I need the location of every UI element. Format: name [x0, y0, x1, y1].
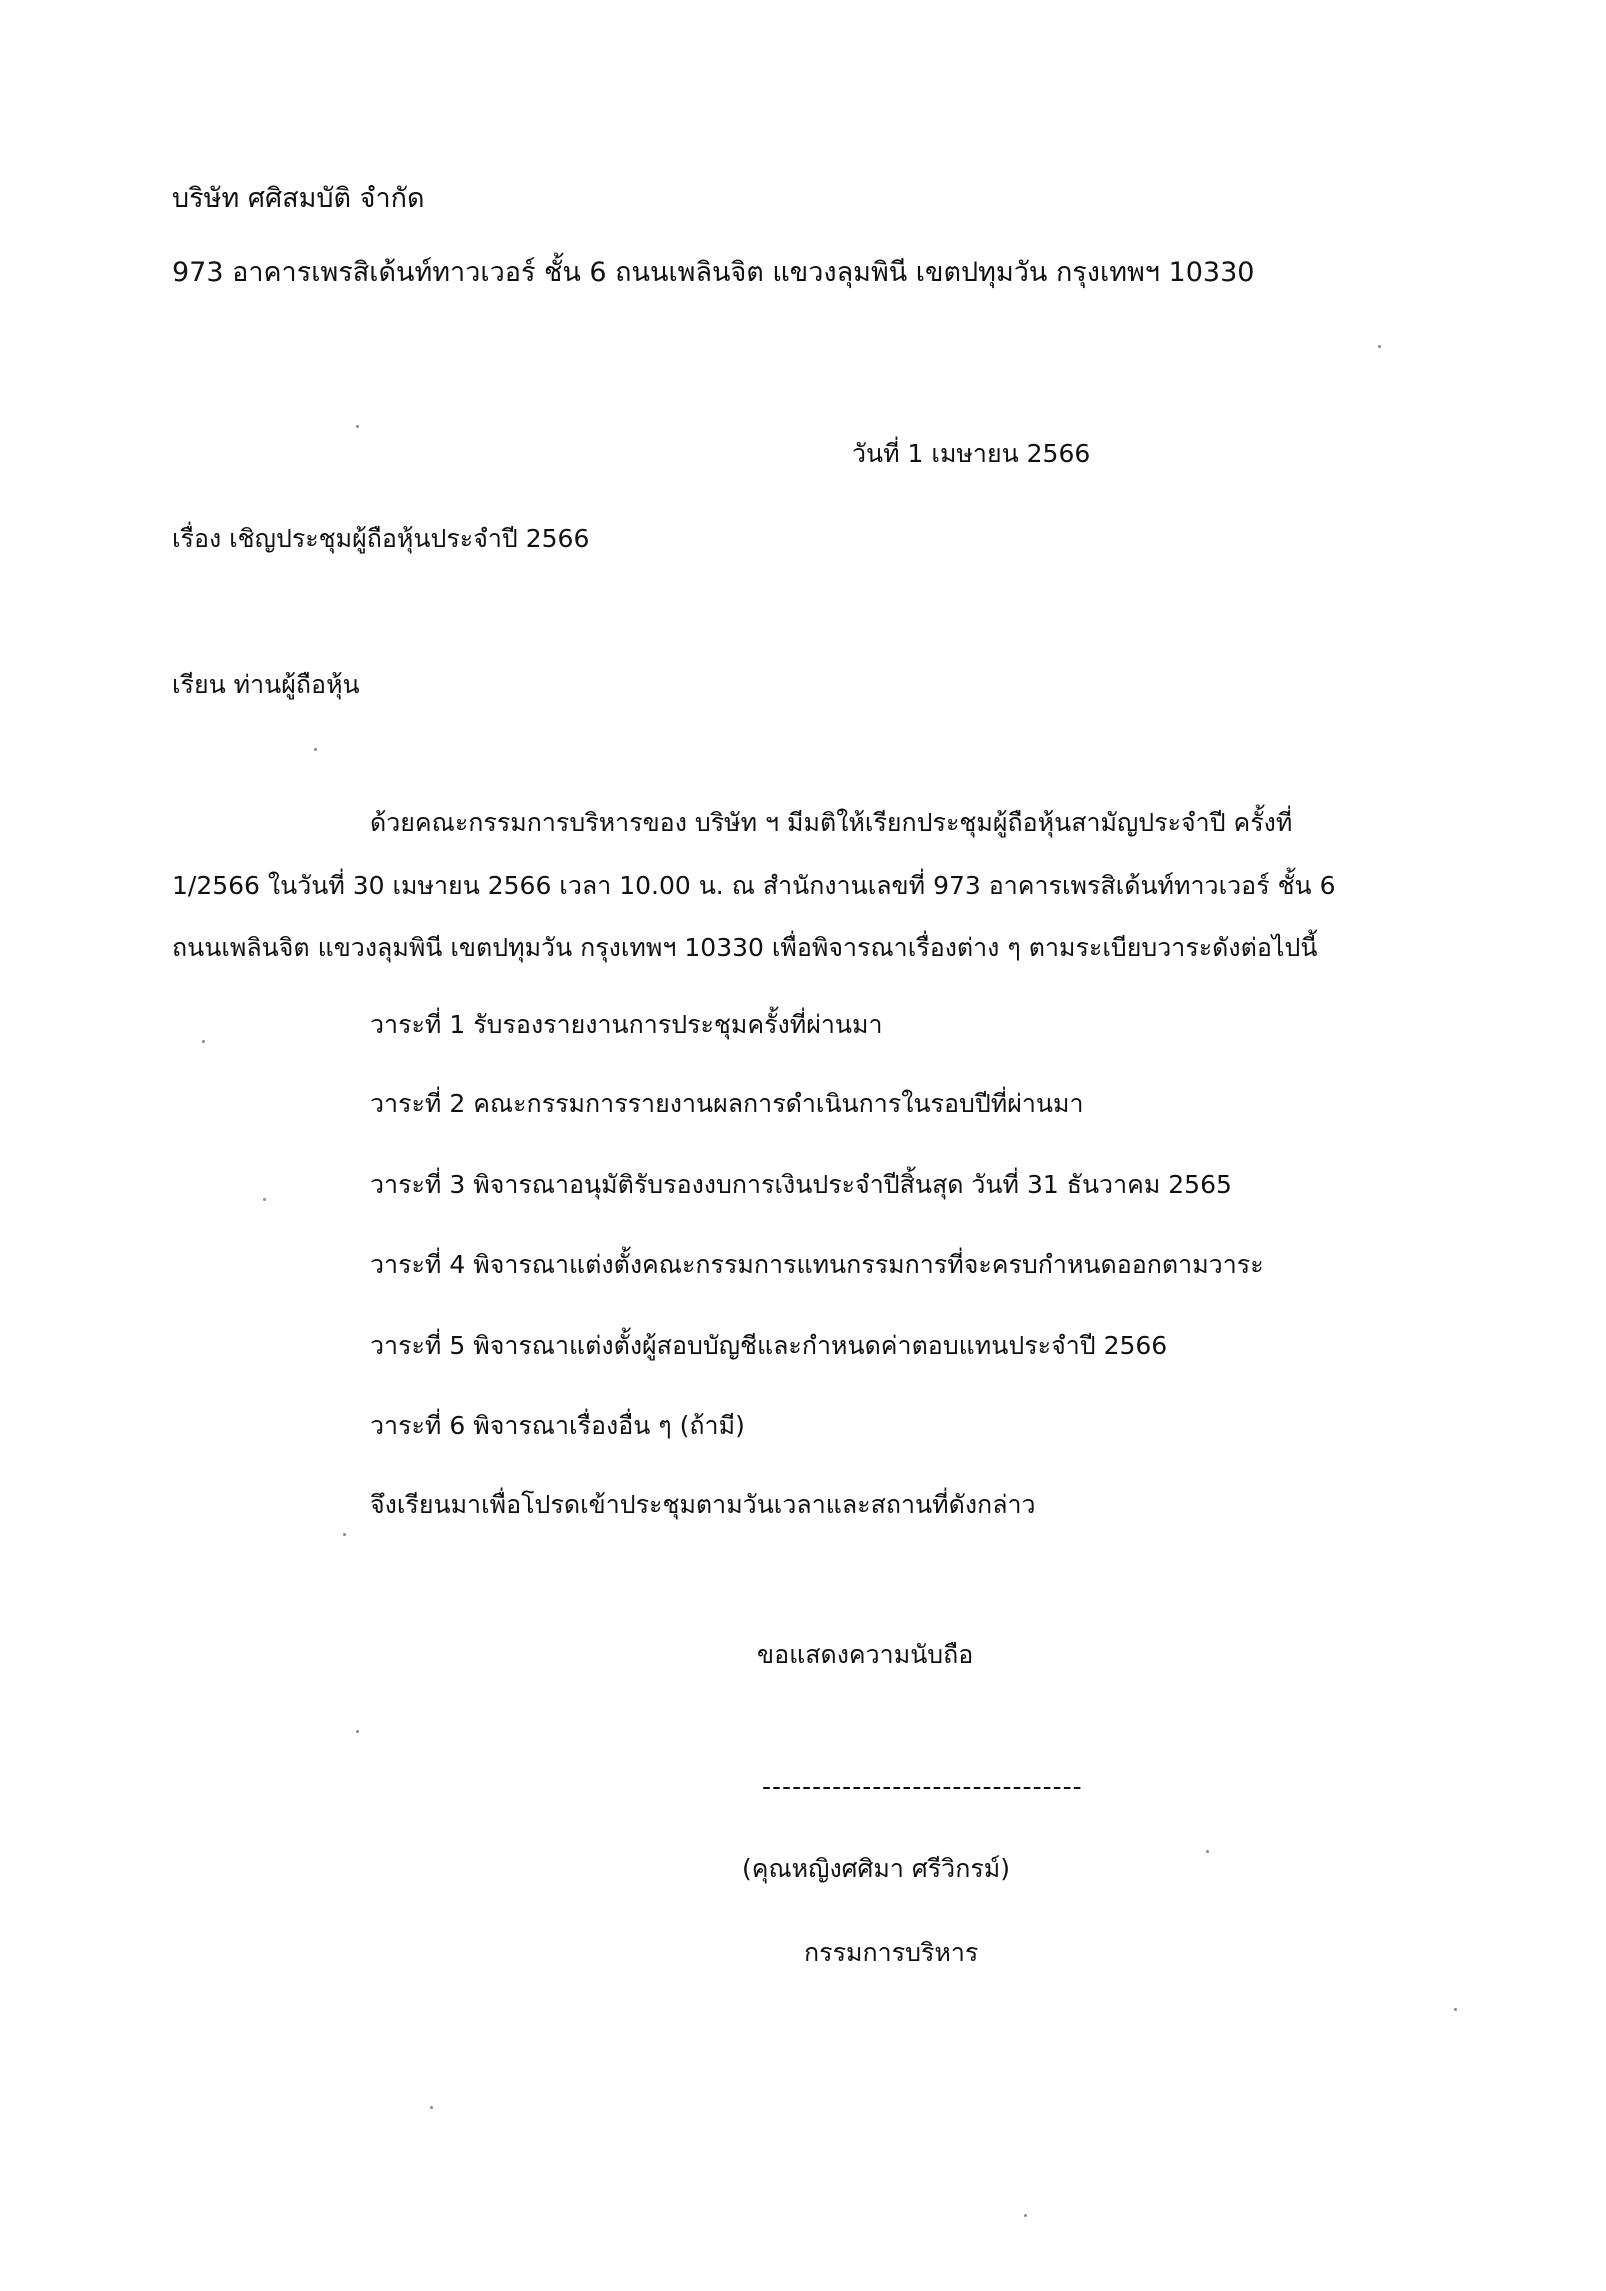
signature-line: -------------------------------- [762, 1772, 1083, 1801]
body-line-2: 1/2566 ในวันที่ 30 เมษายน 2566 เวลา 10.00 น. ณ สำนักงานเลขที่ 973 อาคารเพรสิเด้นท์ทาวเวอร์ ชั้น 6 [172, 871, 1336, 900]
agenda-item-6: วาระที่ 6 พิจารณาเรื่องอื่น ๆ (ถ้ามี) [370, 1411, 745, 1440]
scan-speck [1454, 2008, 1457, 2011]
agenda-item-1: วาระที่ 1 รับรองรายงานการประชุมครั้งที่ผ่านมา [370, 1010, 883, 1039]
scan-speck [1378, 345, 1381, 348]
scan-speck [343, 1533, 346, 1536]
scan-speck [356, 425, 359, 428]
scan-speck [263, 1198, 266, 1201]
signer-title: กรรมการบริหาร [804, 1938, 979, 1967]
scan-speck [314, 748, 317, 751]
company-address: 973 อาคารเพรสิเด้นท์ทาวเวอร์ ชั้น 6 ถนนเพลินจิต แขวงลุมพินี เขตปทุมวัน กรุงเทพฯ 10330 [172, 257, 1255, 288]
agenda-item-4: วาระที่ 4 พิจารณาแต่งตั้งคณะกรรมการแทนกรรมการที่จะครบกำหนดออกตามวาระ [370, 1250, 1264, 1279]
letter-date: วันที่ 1 เมษายน 2566 [852, 439, 1091, 468]
company-name: บริษัท ศศิสมบัติ จำกัด [172, 183, 425, 214]
body-line-1: ด้วยคณะกรรมการบริหารของ บริษัท ฯ มีมติให้เรียกประชุมผู้ถือหุ้นสามัญประจำปี ครั้งที่ [370, 808, 1293, 837]
agenda-item-5: วาระที่ 5 พิจารณาแต่งตั้งผู้สอบบัญชีและกำหนดค่าตอบแทนประจำปี 2566 [370, 1331, 1168, 1360]
body-line-3: ถนนเพลินจิต แขวงลุมพินี เขตปทุมวัน กรุงเทพฯ 10330 เพื่อพิจารณาเรื่องต่าง ๆ ตามระเบียบวาระดังต่อไปนี้ [172, 933, 1318, 962]
agenda-item-3: วาระที่ 3 พิจารณาอนุมัติรับรองงบการเงินประจำปีสิ้นสุด วันที่ 31 ธันวาคม 2565 [370, 1170, 1232, 1199]
closing-regards: ขอแสดงความนับถือ [757, 1640, 974, 1669]
letter-subject: เรื่อง เชิญประชุมผู้ถือหุ้นประจำปี 2566 [172, 524, 590, 553]
signer-name: (คุณหญิงศศิมา ศรีวิกรม์) [742, 1854, 1010, 1883]
scan-speck [356, 1730, 359, 1733]
scan-speck [202, 1040, 205, 1043]
closing-note: จึงเรียนมาเพื่อโปรดเข้าประชุมตามวันเวลาและสถานที่ดังกล่าว [370, 1490, 1036, 1519]
scan-speck [430, 2106, 433, 2109]
letter-salutation: เรียน ท่านผู้ถือหุ้น [172, 670, 360, 699]
scan-speck [1024, 2214, 1027, 2217]
agenda-item-2: วาระที่ 2 คณะกรรมการรายงานผลการดำเนินการในรอบปีที่ผ่านมา [370, 1089, 1084, 1118]
scan-speck [1206, 1850, 1209, 1853]
